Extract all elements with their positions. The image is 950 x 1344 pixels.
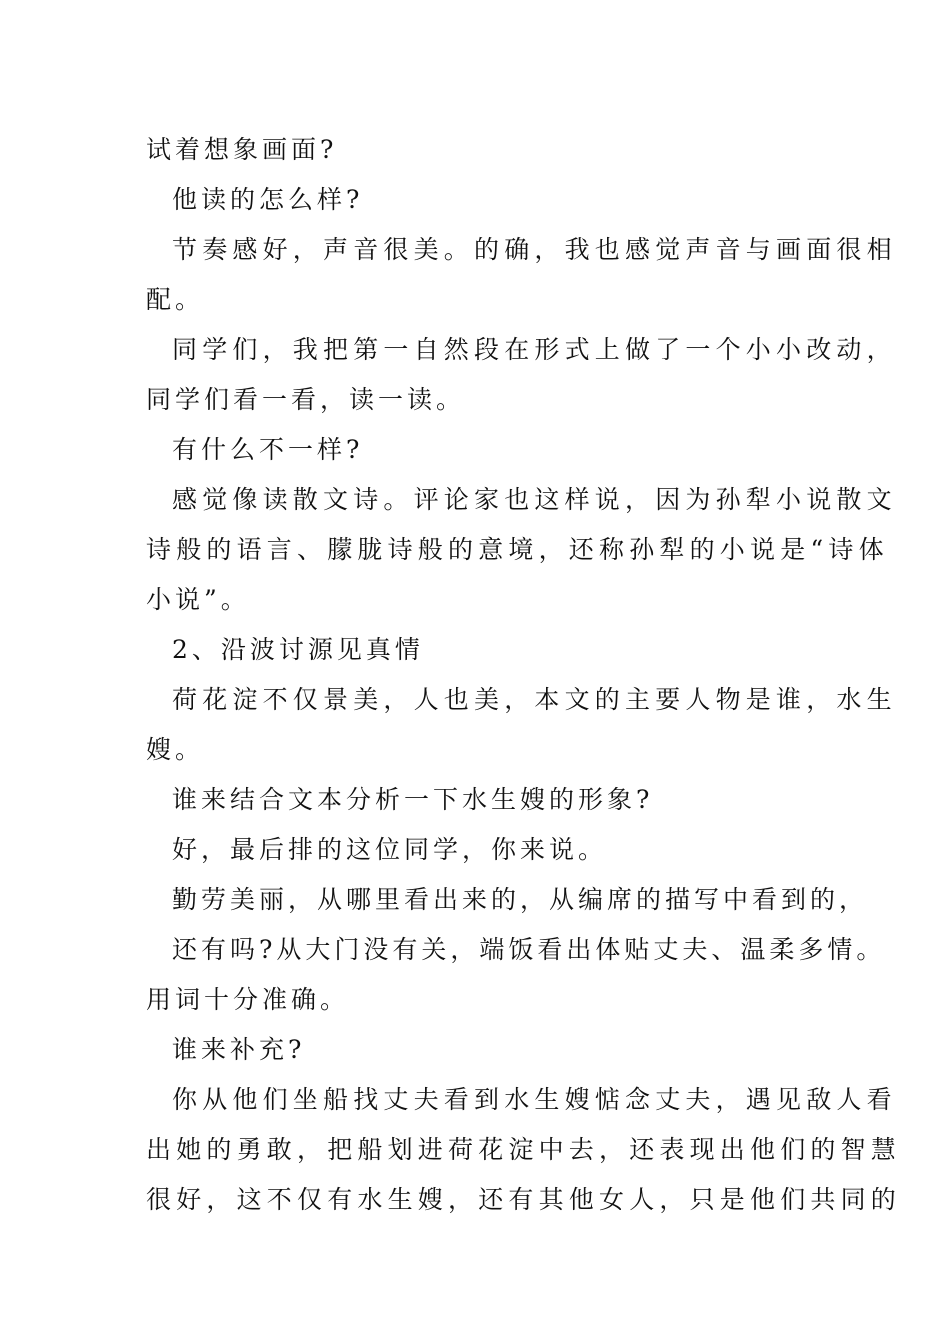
text-line: 他读的怎么样? <box>172 185 364 214</box>
text-line: 配。 <box>146 285 205 314</box>
text-line: 嫂。 <box>146 735 205 764</box>
text-line: 谁来结合文本分析一下水生嫂的形象? <box>172 785 654 814</box>
text-line: 同学们，我把第一自然段在形式上做了一个小小改动， <box>172 335 897 364</box>
text-line: 还有吗?从大门没有关，端饭看出体贴丈夫、温柔多情。 <box>172 935 886 964</box>
text-line: 诗般的语言、朦胧诗般的意境，还称孙犁的小说是“诗体 <box>146 535 889 564</box>
text-line: 勤劳美丽，从哪里看出来的，从编席的描写中看到的， <box>172 885 869 914</box>
text-line: 感觉像读散文诗。评论家也这样说，因为孙犁小说散文 <box>172 485 897 514</box>
text-line: 你从他们坐船找丈夫看到水生嫂惦念丈夫，遇见敌人看 <box>172 1085 897 1114</box>
section-heading: 2、沿波讨源见真情 <box>172 635 424 664</box>
text-line: 试着想象画面? <box>146 135 338 164</box>
text-line: 小说”。 <box>146 585 250 614</box>
text-line: 用词十分准确。 <box>146 985 350 1014</box>
text-line: 同学们看一看，读一读。 <box>146 385 466 414</box>
text-line: 荷花淀不仅景美，人也美，本文的主要人物是谁，水生 <box>172 685 897 714</box>
text-line: 出她的勇敢，把船划进荷花淀中去，还表现出他们的智慧 <box>146 1135 902 1164</box>
text-line: 有什么不一样? <box>172 435 364 464</box>
text-line: 谁来补充? <box>172 1035 306 1064</box>
text-line: 节奏感好，声音很美。的确，我也感觉声音与画面很相 <box>172 235 897 264</box>
text-line: 很好，这不仅有水生嫂，还有其他女人，只是他们共同的 <box>146 1185 902 1214</box>
text-line: 好，最后排的这位同学，你来说。 <box>172 835 608 864</box>
